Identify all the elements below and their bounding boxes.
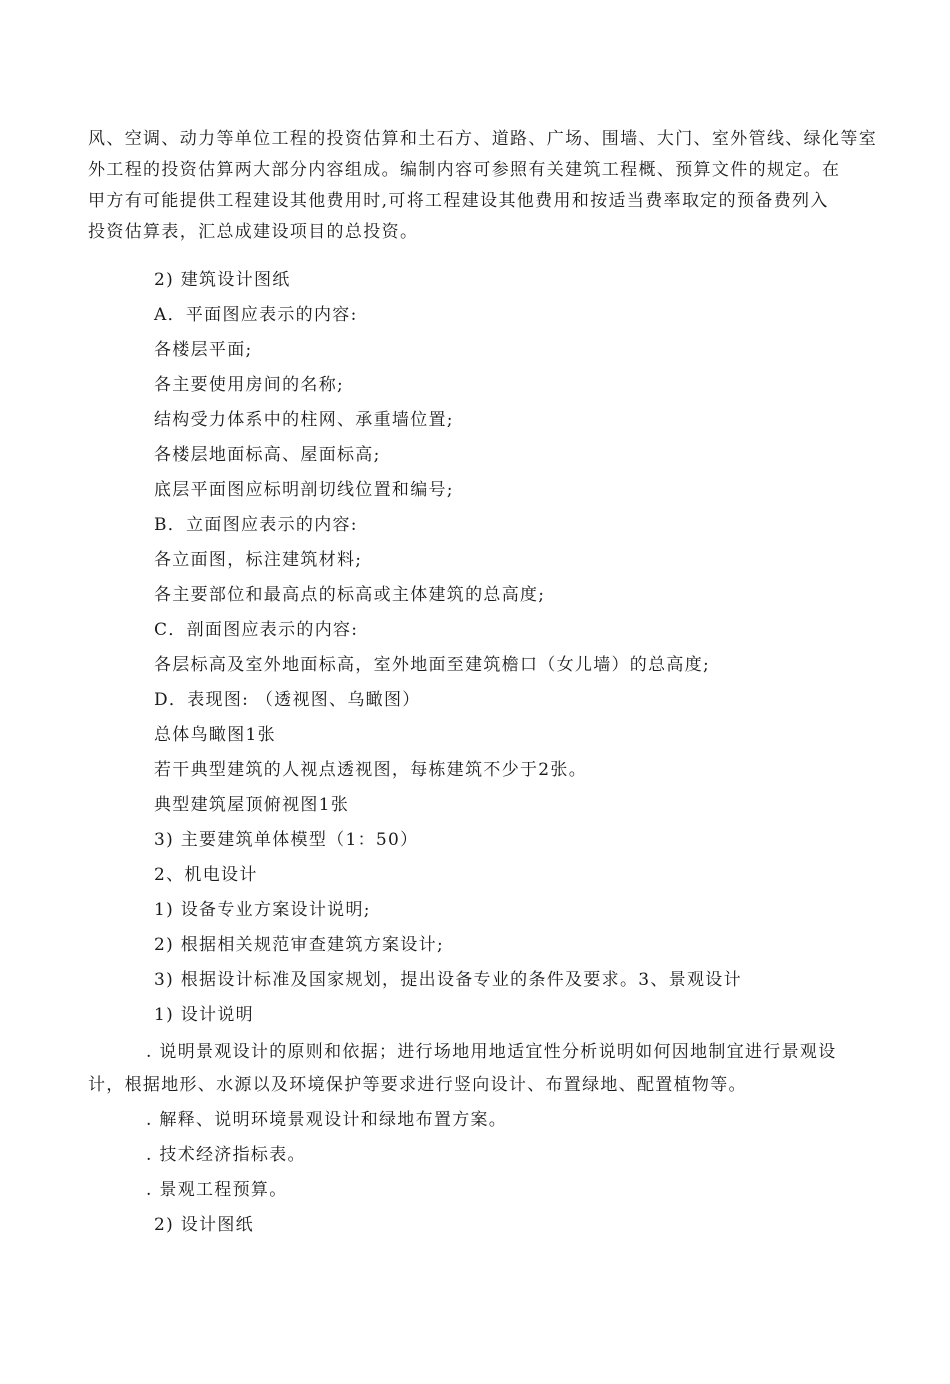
section-heading: 3) 主要建筑单体模型（1：50） [154,830,419,850]
paragraph-line: 风、空调、动力等单位工程的投资估算和土石方、道路、广场、围墙、大门、室外管线、绿化等室 [88,129,878,149]
paragraph-line: 甲方有可能提供工程建设其他费用时,可将工程建设其他费用和按适当费率取定的预备费列入 [88,191,829,211]
section-heading: 2) 建筑设计图纸 [154,270,291,290]
subsection-heading: D．表现图: （透视图、乌瞰图） [154,690,421,710]
intro-paragraph [88,124,878,248]
list-item: 各楼层地面标高、屋面标高; [154,445,381,465]
list-item-continuation: 计，根据地形、水源以及环境保护等要求进行竖向设计、布置绿地、配置植物等。 [88,1075,747,1095]
list-item: 各主要部位和最高点的标高或主体建筑的总高度; [154,585,546,605]
list-item: 结构受力体系中的柱网、承重墙位置; [154,410,454,430]
list-item: . 技术经济指标表。 [146,1145,306,1165]
subsection-heading: C．剖面图应表示的内容: [154,620,359,640]
chapter-heading: 2、机电设计 [154,865,258,885]
section-heading: 2) 设计图纸 [154,1215,254,1235]
list-item: 各主要使用房间的名称; [154,375,345,395]
paragraph-line: 外工程的投资估算两大部分内容组成。编制内容可参照有关建筑工程概、预算文件的规定。在 [88,160,841,180]
list-item: 典型建筑屋顶俯视图1张 [154,795,350,815]
list-item: 3) 根据设计标准及国家规划，提出设备专业的条件及要求。3、景观设计 [154,970,742,990]
section-heading: 1) 设计说明 [154,1005,254,1025]
list-item: . 景观工程预算。 [146,1180,288,1200]
list-item: 各楼层平面; [154,340,253,360]
list-item: 1) 设备专业方案设计说明; [154,900,371,920]
paragraph-line: 投资估算表，汇总成建设项目的总投资。 [88,222,419,242]
list-item: 总体鸟瞰图1张 [154,725,276,745]
subsection-heading: A．平面图应表示的内容: [154,305,358,325]
subsection-heading: B．立面图应表示的内容: [154,515,358,535]
list-item: 底层平面图应标明剖切线位置和编号; [154,480,454,500]
list-item: 若干典型建筑的人视点透视图，每栋建筑不少于2张。 [154,760,588,780]
list-item: 各层标高及室外地面标高，室外地面至建筑檐口（女儿墙）的总高度; [154,655,711,675]
list-item: . 解释、说明环境景观设计和绿地布置方案。 [146,1110,508,1130]
list-item: 各立面图，标注建筑材料; [154,550,363,570]
list-item: 2) 根据相关规范审查建筑方案设计; [154,935,444,955]
list-item: . 说明景观设计的原则和依据；进行场地用地适宜性分析说明如何因地制宜进行景观设 [146,1042,837,1062]
